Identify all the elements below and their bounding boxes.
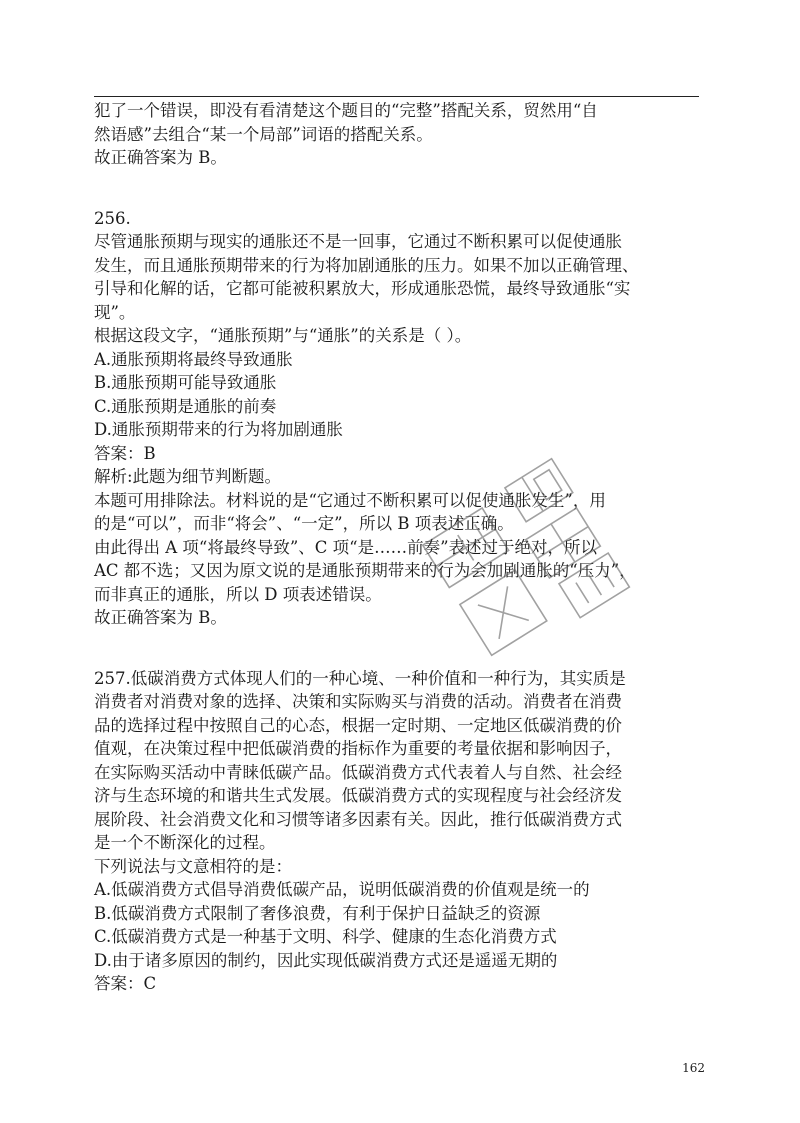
question-stem: 根据这段文字，“通胀预期”与“通胀”的关系是（ ）。 — [94, 326, 472, 345]
passage-line: 值观，在决策过程中把低碳消费的指标作为重要的考量依据和影响因子， — [94, 739, 622, 758]
explanation-line: 解析:此题为细节判断题。 — [94, 467, 282, 486]
answer: 答案：B — [94, 443, 156, 463]
question-stem: 下列说法与文意相符的是： — [94, 856, 292, 876]
passage-line: 257.低碳消费方式体现人们的一种心境、一种价值和一种行为，其实质是 — [94, 668, 626, 688]
explanation-line: 而非真正的通胀，所以 D 项表述错误。 — [94, 584, 382, 604]
passage-line: 尽管通胀预期与现实的通胀还不是一回事，它通过不断积累可以促使通胀 — [94, 232, 622, 251]
answer-conclusion: 故正确答案为 B。 — [94, 608, 227, 627]
text-line: 然语感”去组合“某一个局部”词语的搭配关系。 — [94, 124, 433, 144]
passage-line: 引导和化解的话，它都可能被积累放大，形成通胀恐慌，最终导致通胀“实 — [94, 279, 631, 298]
passage-line: 现”。 — [94, 302, 136, 322]
explanation-line: 的是“可以”，而非“将会”、“一定”，所以 B 项表述正确。 — [94, 514, 514, 533]
explanation-line: AC 都不选；又因为原文说的是通胀预期带来的行为会加剧通胀的“压力”， — [94, 561, 636, 580]
explanation-line: 由此得出 A 项“将最终导致”、C 项“是……前奏”表述过于绝对，所以 — [94, 537, 598, 557]
option-a: A.通胀预期将最终导致通胀 — [94, 349, 293, 369]
passage-line: 消费者对消费对象的选择、决策和实际购买与消费的活动。消费者在消费 — [94, 692, 622, 711]
option-a: A.低碳消费方式倡导消费低碳产品，说明低碳消费的价值观是统一的 — [94, 880, 590, 899]
explanation-line: 本题可用排除法。材料说的是“它通过不断积累可以促使通胀发生”，用 — [94, 490, 606, 510]
passage-line: 品的选择过程中按照自己的心态，根据一定时期、一定地区低碳消费的价 — [94, 715, 622, 735]
top-rule — [94, 96, 699, 97]
question-number: 256. — [94, 208, 131, 228]
option-b: B.低碳消费方式限制了奢侈浪费，有利于保护日益缺乏的资源 — [94, 903, 541, 923]
page-number: 162 — [682, 1061, 705, 1075]
option-c: C.低碳消费方式是一种基于文明、科学、健康的生态化消费方式 — [94, 927, 557, 946]
option-d: D.由于诸多原因的制约，因此实现低碳消费方式还是遥遥无期的 — [94, 950, 558, 970]
option-d: D.通胀预期带来的行为将加剧通胀 — [94, 420, 343, 439]
question-257 — [94, 667, 706, 996]
answer-conclusion: 故正确答案为 B。 — [94, 148, 227, 167]
option-b: B.通胀预期可能导致通胀 — [94, 373, 277, 392]
passage-line: 是一个不断深化的过程。 — [94, 833, 276, 852]
passage-line: 发生，而且通胀预期带来的行为将加剧通胀的压力。如果不加以正确管理、 — [94, 255, 639, 275]
passage-line: 展阶段、社会消费文化和习惯等诸多因素有关。因此，推行低碳消费方式 — [94, 809, 622, 829]
option-c: C.通胀预期是通胀的前奏 — [94, 396, 277, 416]
passage-line: 在实际购买活动中青睐低碳产品。低碳消费方式代表着人与自然、社会经 — [94, 762, 622, 782]
passage-line: 济与生态环境的和谐共生式发展。低碳消费方式的实现程度与社会经济发 — [94, 786, 622, 805]
text-line: 犯了一个错误，即没有看清楚这个题目的“完整”搭配关系，贸然用“自 — [94, 101, 598, 120]
previous-answer-section — [94, 99, 706, 170]
answer: 答案：C — [94, 974, 157, 993]
